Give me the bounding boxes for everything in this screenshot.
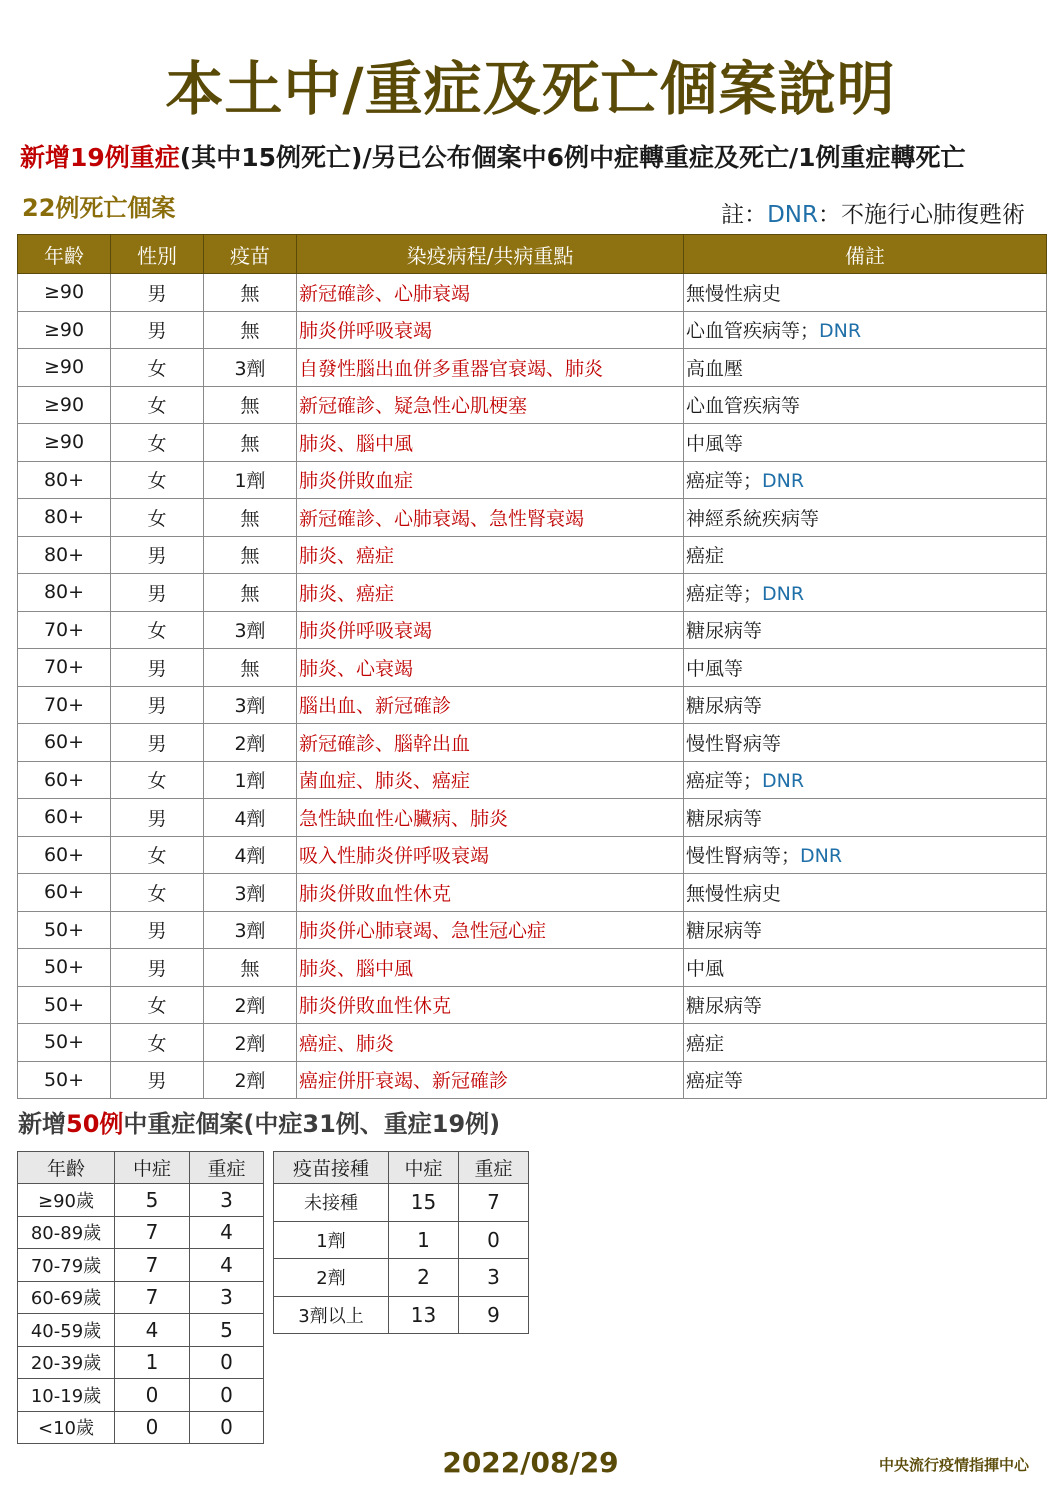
cell-age: 80+: [18, 461, 111, 499]
cell-sex: 男: [111, 536, 204, 574]
cell-vaccine: 3劑: [204, 349, 297, 387]
cell-vaccine-status: 3劑以上: [274, 1296, 389, 1334]
table-row: [18, 949, 1047, 987]
cell-severe: 5: [190, 1314, 264, 1347]
cell-age: 60+: [18, 724, 111, 762]
cell-remark: [684, 724, 1047, 762]
cell-course: 肺炎併敗血症: [297, 461, 684, 499]
cell-age: 60+: [18, 799, 111, 837]
cell-moderate: 2: [389, 1259, 459, 1297]
cell-sex: 女: [111, 1024, 204, 1062]
table-row: [274, 1221, 529, 1259]
cell-sex: 女: [111, 349, 204, 387]
dnr-tag: DNR: [762, 770, 805, 793]
cell-vaccine: 4劑: [204, 799, 297, 837]
dnr-tag: DNR: [819, 320, 862, 343]
subtitle: [20, 138, 966, 174]
cell-course: 肺炎併敗血性休克: [297, 986, 684, 1024]
remark-text: 糖尿病等: [686, 920, 763, 943]
cell-remark: [684, 574, 1047, 612]
cell-remark: [684, 649, 1047, 687]
remark-text: 神經系統疾病等: [686, 507, 820, 530]
death-cases-table: [17, 234, 1047, 1099]
cell-vaccine: 1劑: [204, 761, 297, 799]
cell-vaccine: 2劑: [204, 1024, 297, 1062]
cell-vaccine: 3劑: [204, 911, 297, 949]
cell-vaccine: 3劑: [204, 874, 297, 912]
age-breakdown-table: [17, 1151, 264, 1444]
cell-moderate: 0: [115, 1411, 190, 1444]
remark-text: 中風: [686, 957, 725, 980]
table-row: [18, 461, 1047, 499]
cell-course: 新冠確診、疑急性心肌梗塞: [297, 386, 684, 424]
cell-age: ≥90: [18, 311, 111, 349]
cell-course: 肺炎併心肺衰竭、急性冠心症: [297, 911, 684, 949]
table-row: [18, 274, 1047, 312]
table-row: [18, 836, 1047, 874]
new-cases-count: 50例: [66, 1110, 124, 1138]
table-row: [18, 1061, 1047, 1099]
death-table-header: [18, 235, 1047, 274]
cell-course: 肺炎、腦中風: [297, 424, 684, 462]
dnr-tag: DNR: [800, 845, 843, 868]
table-row: [18, 574, 1047, 612]
remark-text: 糖尿病等: [686, 695, 763, 718]
cell-sex: 女: [111, 986, 204, 1024]
cell-moderate: 7: [115, 1216, 190, 1249]
table-row: [274, 1296, 529, 1334]
cell-remark: [684, 386, 1047, 424]
cell-severe: 9: [459, 1296, 529, 1334]
cell-course: 自發性腦出血併多重器官衰竭、肺炎: [297, 349, 684, 387]
organization-name: 中央流行疫情指揮中心: [878, 1456, 1029, 1474]
cell-severe: 0: [190, 1411, 264, 1444]
cell-severe: 0: [190, 1379, 264, 1412]
cell-vaccine: 無: [204, 274, 297, 312]
cell-course: 癌症併肝衰竭、新冠確診: [297, 1061, 684, 1099]
cell-sex: 女: [111, 461, 204, 499]
cell-course: 肺炎、心衰竭: [297, 649, 684, 687]
age-table-header: [18, 1152, 264, 1184]
remark-text: 無慢性病史: [686, 882, 782, 905]
cell-vaccine: 1劑: [204, 461, 297, 499]
table-row: [274, 1259, 529, 1297]
cell-remark: [684, 311, 1047, 349]
dnr-tag: DNR: [762, 470, 805, 493]
cell-severe: 3: [190, 1281, 264, 1314]
subtitle-highlight: 新增19例重症: [20, 143, 180, 172]
cell-severe: 0: [190, 1346, 264, 1379]
table-row: [18, 1314, 264, 1347]
table-row: [18, 986, 1047, 1024]
table-row: [18, 1346, 264, 1379]
cell-vaccine: 無: [204, 424, 297, 462]
cell-moderate: 7: [115, 1281, 190, 1314]
cell-age-group: 10-19歲: [18, 1379, 115, 1412]
table-row: [18, 1281, 264, 1314]
cell-age: ≥90: [18, 424, 111, 462]
table-row: [18, 1024, 1047, 1062]
cell-sex: 男: [111, 311, 204, 349]
header-sex: 性別: [111, 235, 204, 274]
header-course: 染疫病程/共病重點: [297, 235, 684, 274]
cell-moderate: 0: [115, 1379, 190, 1412]
cell-moderate: 1: [115, 1346, 190, 1379]
cell-vaccine: 2劑: [204, 1061, 297, 1099]
age-header-severe: 重症: [190, 1152, 264, 1184]
cell-sex: 女: [111, 499, 204, 537]
cell-age: 60+: [18, 836, 111, 874]
cell-vaccine: 無: [204, 949, 297, 987]
cell-sex: 女: [111, 386, 204, 424]
cell-severe: 4: [190, 1216, 264, 1249]
cell-course: 菌血症、肺炎、癌症: [297, 761, 684, 799]
cell-remark: [684, 986, 1047, 1024]
remark-text: 心血管疾病等；: [686, 320, 820, 343]
age-header-age: 年齡: [18, 1152, 115, 1184]
remark-text: 糖尿病等: [686, 995, 763, 1018]
cell-age-group: <10歲: [18, 1411, 115, 1444]
cell-moderate: 1: [389, 1221, 459, 1259]
remark-text: 心血管疾病等: [686, 395, 801, 418]
cell-sex: 女: [111, 874, 204, 912]
cell-course: 新冠確診、心肺衰竭: [297, 274, 684, 312]
cell-moderate: 15: [389, 1184, 459, 1222]
table-row: [18, 799, 1047, 837]
cell-severe: 0: [459, 1221, 529, 1259]
cell-sex: 女: [111, 761, 204, 799]
cell-age: 70+: [18, 686, 111, 724]
cell-course: 肺炎、癌症: [297, 574, 684, 612]
cell-moderate: 13: [389, 1296, 459, 1334]
cell-age: 80+: [18, 574, 111, 612]
cell-vaccine: 無: [204, 499, 297, 537]
cell-course: 肺炎併呼吸衰竭: [297, 611, 684, 649]
table-row: [18, 1216, 264, 1249]
cell-vaccine: 無: [204, 386, 297, 424]
cell-remark: [684, 1024, 1047, 1062]
cell-sex: 男: [111, 574, 204, 612]
table-row: [18, 874, 1047, 912]
cell-course: 新冠確診、腦幹出血: [297, 724, 684, 762]
table-row: [274, 1184, 529, 1222]
report-date: 2022/08/29: [442, 1446, 619, 1479]
cell-age-group: 70-79歲: [18, 1249, 115, 1282]
remark-text: 慢性腎病等: [686, 732, 782, 755]
cell-course: 肺炎併敗血性休克: [297, 874, 684, 912]
remark-text: 無慢性病史: [686, 282, 782, 305]
cell-vaccine: 2劑: [204, 986, 297, 1024]
remark-text: 中風等: [686, 432, 744, 455]
remark-text: 慢性腎病等；: [686, 845, 801, 868]
dnr-tag: DNR: [762, 582, 805, 605]
cell-age: ≥90: [18, 274, 111, 312]
cell-moderate: 4: [115, 1314, 190, 1347]
cell-sex: 女: [111, 836, 204, 874]
cell-remark: [684, 499, 1047, 537]
cell-vaccine: 無: [204, 311, 297, 349]
cell-severe: 4: [190, 1249, 264, 1282]
cell-vaccine: 無: [204, 649, 297, 687]
table-row: [18, 349, 1047, 387]
age-header-moderate: 中症: [115, 1152, 190, 1184]
cell-vaccine: 3劑: [204, 686, 297, 724]
new-cases-suffix: 中重症個案(中症31例、重症19例): [123, 1110, 501, 1138]
cell-remark: [684, 424, 1047, 462]
cell-course: 肺炎併呼吸衰竭: [297, 311, 684, 349]
table-row: [18, 724, 1047, 762]
cell-age: 50+: [18, 949, 111, 987]
cell-age-group: 60-69歲: [18, 1281, 115, 1314]
remark-text: 糖尿病等: [686, 807, 763, 830]
cell-remark: [684, 836, 1047, 874]
cell-sex: 男: [111, 911, 204, 949]
cell-age: 50+: [18, 986, 111, 1024]
cell-remark: [684, 761, 1047, 799]
header-vaccine: 疫苗: [204, 235, 297, 274]
cell-vaccine: 4劑: [204, 836, 297, 874]
remark-text: 癌症: [686, 1032, 725, 1055]
cell-sex: 男: [111, 799, 204, 837]
cell-moderate: 5: [115, 1184, 190, 1217]
cell-vaccine: 無: [204, 574, 297, 612]
cell-remark: [684, 949, 1047, 987]
cell-course: 肺炎、癌症: [297, 536, 684, 574]
cell-age-group: 80-89歲: [18, 1216, 115, 1249]
header-age: 年齡: [18, 235, 111, 274]
table-row: [18, 424, 1047, 462]
remark-text: 中風等: [686, 657, 744, 680]
cell-remark: [684, 536, 1047, 574]
remark-text: 癌症等: [686, 1070, 744, 1093]
cell-remark: [684, 874, 1047, 912]
vax-header-moderate: 中症: [389, 1152, 459, 1184]
cell-remark: [684, 274, 1047, 312]
cell-vaccine-status: 2劑: [274, 1259, 389, 1297]
cell-sex: 女: [111, 611, 204, 649]
cell-age: 50+: [18, 911, 111, 949]
cell-age: 50+: [18, 1061, 111, 1099]
table-row: [18, 1411, 264, 1444]
remark-text: 癌症等；: [686, 582, 763, 605]
cell-remark: [684, 911, 1047, 949]
cell-sex: 男: [111, 686, 204, 724]
cell-age: 50+: [18, 1024, 111, 1062]
cell-course: 癌症、肺炎: [297, 1024, 684, 1062]
cell-remark: [684, 799, 1047, 837]
remark-text: 癌症: [686, 545, 725, 568]
deaths-heading: 22例死亡個案: [22, 194, 176, 222]
cell-vaccine: 無: [204, 536, 297, 574]
header-remark: 備註: [684, 235, 1047, 274]
cell-age: 70+: [18, 611, 111, 649]
cell-remark: [684, 686, 1047, 724]
table-row: [18, 611, 1047, 649]
table-row: [18, 1184, 264, 1217]
cell-moderate: 7: [115, 1249, 190, 1282]
cell-severe: 3: [459, 1259, 529, 1297]
remark-text: 癌症等；: [686, 470, 763, 493]
table-row: [18, 499, 1047, 537]
cell-age: 70+: [18, 649, 111, 687]
note-definition: ：不施行心肺復甦術: [818, 202, 1025, 228]
note-term: DNR: [767, 202, 818, 228]
table-row: [18, 1379, 264, 1412]
new-cases-prefix: 新增: [18, 1110, 66, 1138]
cell-sex: 男: [111, 949, 204, 987]
cell-age-group: 40-59歲: [18, 1314, 115, 1347]
vax-header-status: 疫苗接種: [274, 1152, 389, 1184]
table-row: [18, 311, 1047, 349]
cell-vaccine-status: 1劑: [274, 1221, 389, 1259]
cell-remark: [684, 1061, 1047, 1099]
note-prefix: 註：: [721, 202, 768, 228]
remark-text: 癌症等；: [686, 770, 763, 793]
cell-age: ≥90: [18, 386, 111, 424]
new-cases-heading: [18, 1104, 500, 1139]
cell-sex: 男: [111, 649, 204, 687]
cell-sex: 男: [111, 724, 204, 762]
cell-vaccine: 3劑: [204, 611, 297, 649]
subtitle-rest: (其中15例死亡)/另已公布個案中6例中症轉重症及死亡/1例重症轉死亡: [179, 143, 966, 172]
vaccine-table-header: [274, 1152, 529, 1184]
cell-course: 新冠確診、心肺衰竭、急性腎衰竭: [297, 499, 684, 537]
cell-severe: 7: [459, 1184, 529, 1222]
cell-age-group: 20-39歲: [18, 1346, 115, 1379]
remark-text: 高血壓: [686, 357, 744, 380]
table-row: [18, 649, 1047, 687]
cell-course: 腦出血、新冠確診: [297, 686, 684, 724]
cell-sex: 男: [111, 1061, 204, 1099]
table-row: [18, 761, 1047, 799]
cell-age-group: ≥90歲: [18, 1184, 115, 1217]
vax-header-severe: 重症: [459, 1152, 529, 1184]
cell-sex: 男: [111, 274, 204, 312]
table-row: [18, 686, 1047, 724]
cell-course: 肺炎、腦中風: [297, 949, 684, 987]
cell-course: 吸入性肺炎併呼吸衰竭: [297, 836, 684, 874]
dnr-note: [721, 196, 1025, 229]
cell-age: 60+: [18, 761, 111, 799]
page-title: 本土中/重症及死亡個案說明: [165, 55, 896, 123]
cell-sex: 女: [111, 424, 204, 462]
cell-severe: 3: [190, 1184, 264, 1217]
cell-age: 80+: [18, 536, 111, 574]
table-row: [18, 386, 1047, 424]
table-row: [18, 536, 1047, 574]
table-row: [18, 1249, 264, 1282]
cell-course: 急性缺血性心臟病、肺炎: [297, 799, 684, 837]
cell-remark: [684, 349, 1047, 387]
cell-age: ≥90: [18, 349, 111, 387]
cell-vaccine: 2劑: [204, 724, 297, 762]
cell-remark: [684, 611, 1047, 649]
cell-age: 60+: [18, 874, 111, 912]
vaccine-breakdown-table: [273, 1151, 529, 1334]
remark-text: 糖尿病等: [686, 620, 763, 643]
cell-vaccine-status: 未接種: [274, 1184, 389, 1222]
cell-age: 80+: [18, 499, 111, 537]
table-row: [18, 911, 1047, 949]
cell-remark: [684, 461, 1047, 499]
